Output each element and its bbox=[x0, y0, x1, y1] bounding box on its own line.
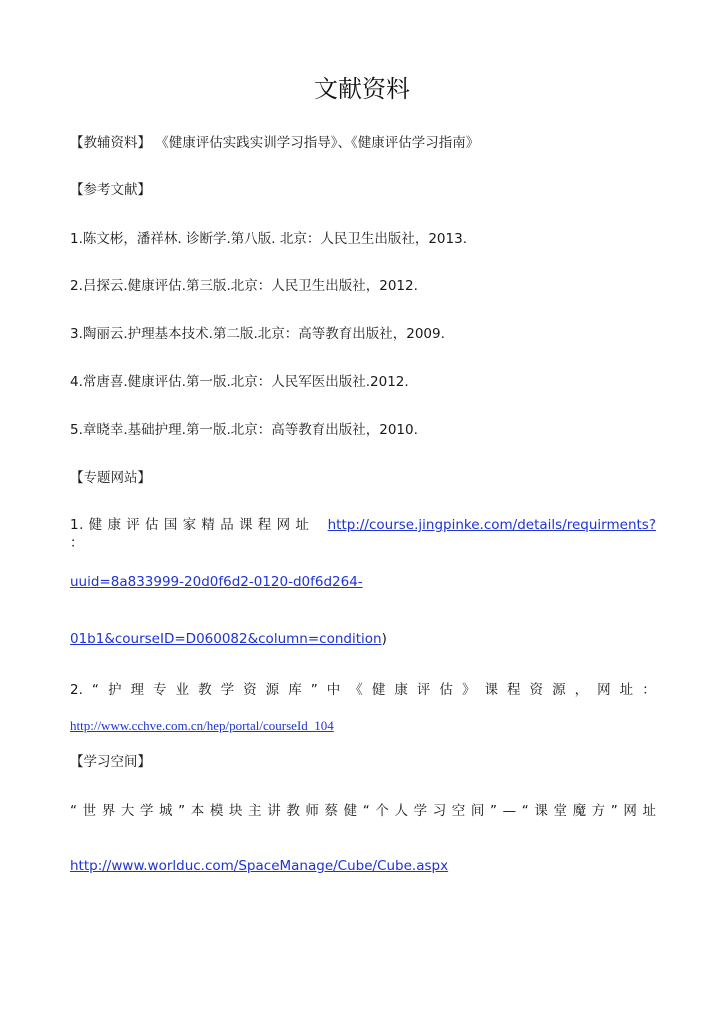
spread-char: 业 bbox=[175, 682, 190, 698]
spread-char: 师 bbox=[305, 803, 319, 819]
spread-char: 世 bbox=[82, 803, 97, 819]
spread-char: 学 bbox=[139, 803, 154, 819]
site1-url-line2 bbox=[70, 573, 363, 591]
spread-char: 评 bbox=[416, 682, 431, 698]
site2-url-link[interactable]: http://www.cchve.com.cn/hep/portal/courseId_104 bbox=[70, 718, 334, 733]
spread-char: 健 bbox=[343, 803, 358, 819]
spread-char: 界 bbox=[101, 803, 116, 819]
reference-item: 4.常唐喜.健康评估.第一版.北京：人民军医出版社.2012. bbox=[70, 374, 409, 390]
spread-char: 址 bbox=[642, 803, 656, 819]
spread-char: 间 bbox=[470, 803, 485, 819]
spread-char: 讲 bbox=[267, 803, 281, 819]
spread-char: 魔 bbox=[572, 803, 587, 819]
spread-char: 学 bbox=[413, 803, 428, 819]
reference-item: 2.吕探云.健康评估.第三版.北京：人民卫生出版社，2012. bbox=[70, 278, 418, 294]
spread-char: 资 bbox=[529, 682, 544, 698]
site2-line bbox=[70, 681, 656, 699]
spread-char: 《 bbox=[349, 682, 363, 698]
spread-char: ： bbox=[642, 682, 656, 698]
reference-item: 3.陶丽云.护理基本技术.第二版.北京：高等教育出版社，2009. bbox=[70, 326, 445, 342]
spread-char: — bbox=[502, 803, 517, 819]
spread-char: 本 bbox=[190, 803, 205, 819]
spread-char: “ bbox=[70, 803, 77, 819]
spread-char: 人 bbox=[394, 803, 408, 819]
site1-url-link-cont[interactable]: uuid=8a833999-20d0f6d2-0120-d0f6d264- bbox=[70, 574, 363, 590]
spread-char: “ bbox=[362, 803, 370, 819]
spread-char: 网 bbox=[623, 803, 637, 819]
spread-char: 康 bbox=[394, 682, 408, 698]
spread-char: 估 bbox=[439, 682, 453, 698]
spread-char: 模 bbox=[209, 803, 224, 819]
spread-char: 理 bbox=[130, 682, 144, 698]
spread-char: ” bbox=[490, 803, 498, 819]
spread-char: 网 bbox=[597, 682, 611, 698]
spread-char: 学 bbox=[220, 682, 235, 698]
spread-char: 课 bbox=[484, 682, 498, 698]
space-url-link[interactable]: http://www.worlduc.com/SpaceManage/Cube/Cube.aspx bbox=[70, 858, 449, 874]
spread-char: “ bbox=[91, 682, 99, 698]
spread-char: 程 bbox=[507, 682, 521, 698]
spread-char: 空 bbox=[451, 803, 466, 819]
spread-char: 址 bbox=[619, 682, 634, 698]
textbook-line: 【教辅资料】 《健康评估实践实训学习指导》、《健康评估学习指南》 bbox=[70, 135, 480, 151]
site1-url-link-end[interactable]: 01b1&courseID=D060082&column=condition bbox=[70, 631, 382, 647]
spread-char: 》 bbox=[461, 682, 476, 698]
space-line bbox=[70, 802, 656, 820]
spread-char: 源 bbox=[265, 682, 280, 698]
space-heading: 【学习空间】 bbox=[70, 754, 151, 770]
site1-line bbox=[70, 516, 656, 552]
spread-char: 库 bbox=[288, 682, 302, 698]
spread-char: 教 bbox=[198, 682, 212, 698]
spread-char: 教 bbox=[286, 803, 300, 819]
reference-item: 5.章晓幸.基础护理.第一版.北京：高等教育出版社，2010. bbox=[70, 422, 418, 438]
spread-char: 资 bbox=[243, 682, 257, 698]
spread-char: ” bbox=[610, 803, 618, 819]
references-heading: 【参考文献】 bbox=[70, 182, 151, 198]
spread-char: 健 bbox=[371, 682, 386, 698]
site1-url-line3 bbox=[70, 630, 387, 648]
page-title: 文献资料 bbox=[314, 75, 410, 103]
space-url-line bbox=[70, 857, 448, 875]
site1-close-paren: ) bbox=[381, 631, 387, 647]
sites-heading: 【专题网站】 bbox=[70, 470, 151, 486]
spread-char: 城 bbox=[159, 803, 173, 819]
spread-char: ” bbox=[310, 682, 318, 698]
spread-char: 蔡 bbox=[324, 803, 339, 819]
spread-char: 堂 bbox=[553, 803, 567, 819]
spread-char: ” bbox=[178, 803, 186, 819]
site1-label: 1. 健 康 评 估 国 家 精 品 课 程 网 址 ： bbox=[70, 517, 310, 551]
spread-char: 个 bbox=[375, 803, 389, 819]
site1-url-link[interactable]: http://course.jingpinke.com/details/requirments? bbox=[327, 517, 656, 533]
spread-char: 课 bbox=[534, 803, 548, 819]
spread-char: 主 bbox=[248, 803, 262, 819]
spread-char: ， bbox=[574, 682, 589, 698]
spread-char: 护 bbox=[107, 682, 122, 698]
spread-char: 专 bbox=[153, 682, 167, 698]
spread-char: 中 bbox=[326, 682, 341, 698]
site2-url-line bbox=[70, 717, 334, 735]
spread-char: 源 bbox=[552, 682, 566, 698]
spread-char: 2. bbox=[70, 682, 83, 698]
spread-char: 方 bbox=[591, 803, 606, 819]
spread-char: 习 bbox=[432, 803, 447, 819]
reference-item: 1.陈文彬，潘祥林. 诊断学.第八版. 北京：人民卫生出版社，2013. bbox=[70, 231, 467, 247]
spread-char: “ bbox=[521, 803, 529, 819]
spread-char: 块 bbox=[228, 803, 243, 819]
spread-char: 大 bbox=[120, 803, 135, 819]
